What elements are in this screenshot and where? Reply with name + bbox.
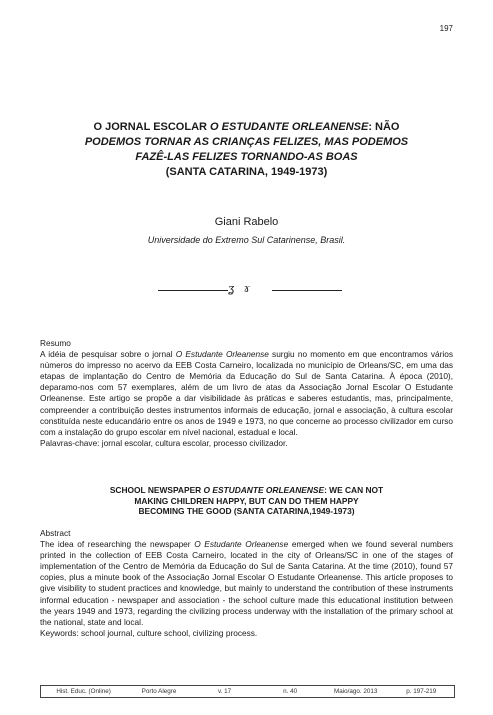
footer-volume: v. 17 — [217, 688, 232, 695]
en-title-line-2: MAKING CHILDREN HAPPY, BUT CAN DO THEM HAPPY — [134, 495, 359, 506]
footer-city: Porto Alegre — [141, 688, 177, 695]
resumo-keywords: Palavras-chave: jornal escolar, cultura escolar, processo civilizador. — [40, 437, 288, 448]
title-line-1: O JORNAL ESCOLAR O ESTUDANTE ORLEANENSE: NÃO — [93, 121, 400, 133]
title-line-4: (SANTA CATARINA, 1949-1973) — [165, 166, 328, 178]
footer-pages: p. 197-219 — [406, 688, 437, 695]
title-line-2: PODEMOS TORNAR AS CRIANÇAS FELIZES, MAS PODEMOS — [84, 136, 409, 148]
resumo-section — [40, 338, 453, 449]
resumo-text: A idéia de pesquisar sobre o jornal O Estudante Orleanense surgiu no momento em que encontramos vários números do impresso no acervo da EEB Costa Carneiro, localizada no município de Orleans/SC, em uma das etapas de implantação do Centro de Memória da Educação do Sul de Santa Catarina. À época (2010), deparamo-nos com 57 exemplares, além de um livro de atas da Associação Jornal Escolar O Estudante Orleanense. Este artigo se propõe a dar visibilidade às práticas e saberes estudantis, mas, principalmente, compreender a contribuição destes instrumentos informais de educação, jornal e associação, à cultura escolar constituída neste educandário entre os anos de 1949 e 1973, no que concerne ao processo civilizador em curso com a instalação do grupo escolar em nível nacional, estadual e local. — [40, 349, 454, 437]
abstract-keywords: Keywords: school journal, culture school, civilizing process. — [40, 627, 258, 638]
resumo-heading: Resumo — [40, 338, 71, 348]
abstract-text: The idea of researching the newspaper O Estudante Orleanense emerged when we found several numbers printed in the collection of EEB Costa Carneiro, located in the city of Orleans/SC in one of the stages of implementation of the Centro de Memória da Educação do Sul de Santa Catarina. At the time (2010), found 57 copies, plus a minute book of the Associação Jornal Escolar O Estudante Orleanense. This article proposes to give visibility to student practices and knowledge, but mainly to understand the contribution of these instruments informal education - newspaper and association - the school culture made this educational institution between the years 1949 and 1973, regarding the civilizing process underway with the installation of the primary school at the national, state and local. — [40, 539, 453, 627]
abstract-heading: Abstract — [40, 528, 71, 538]
title-line-3: FAZÊ-LAS FELIZES TORNANDO-AS BOAS — [135, 151, 358, 163]
footer-number: n. 40 — [283, 688, 298, 695]
section-divider — [0, 282, 493, 296]
newspaper-name: O ESTUDANTE ORLEANENSE — [210, 121, 369, 133]
divider-line-left — [158, 290, 228, 291]
footer-journal: Hist. Educ. (Online) — [56, 688, 111, 695]
english-title — [40, 485, 453, 517]
author-affiliation: Universidade do Extremo Sul Catarinense, Brasil. — [147, 235, 346, 245]
author-name: Giani Rabelo — [214, 216, 279, 228]
page-number: 197 — [439, 24, 453, 33]
en-title-line-3: BECOMING THE GOOD (SANTA CATARINA,1949-1973) — [138, 506, 355, 516]
abstract-section — [40, 528, 453, 639]
journal-footer — [40, 685, 455, 698]
ornament-icon: ʓ ɤ — [228, 282, 253, 295]
footer-date: Maio/ago. 2013 — [333, 688, 378, 695]
divider-line-right — [272, 290, 342, 291]
en-title-line-1: SCHOOL NEWSPAPER O ESTUDANTE ORLEANENSE: WE CAN NOT — [109, 485, 384, 495]
article-title — [40, 120, 453, 180]
